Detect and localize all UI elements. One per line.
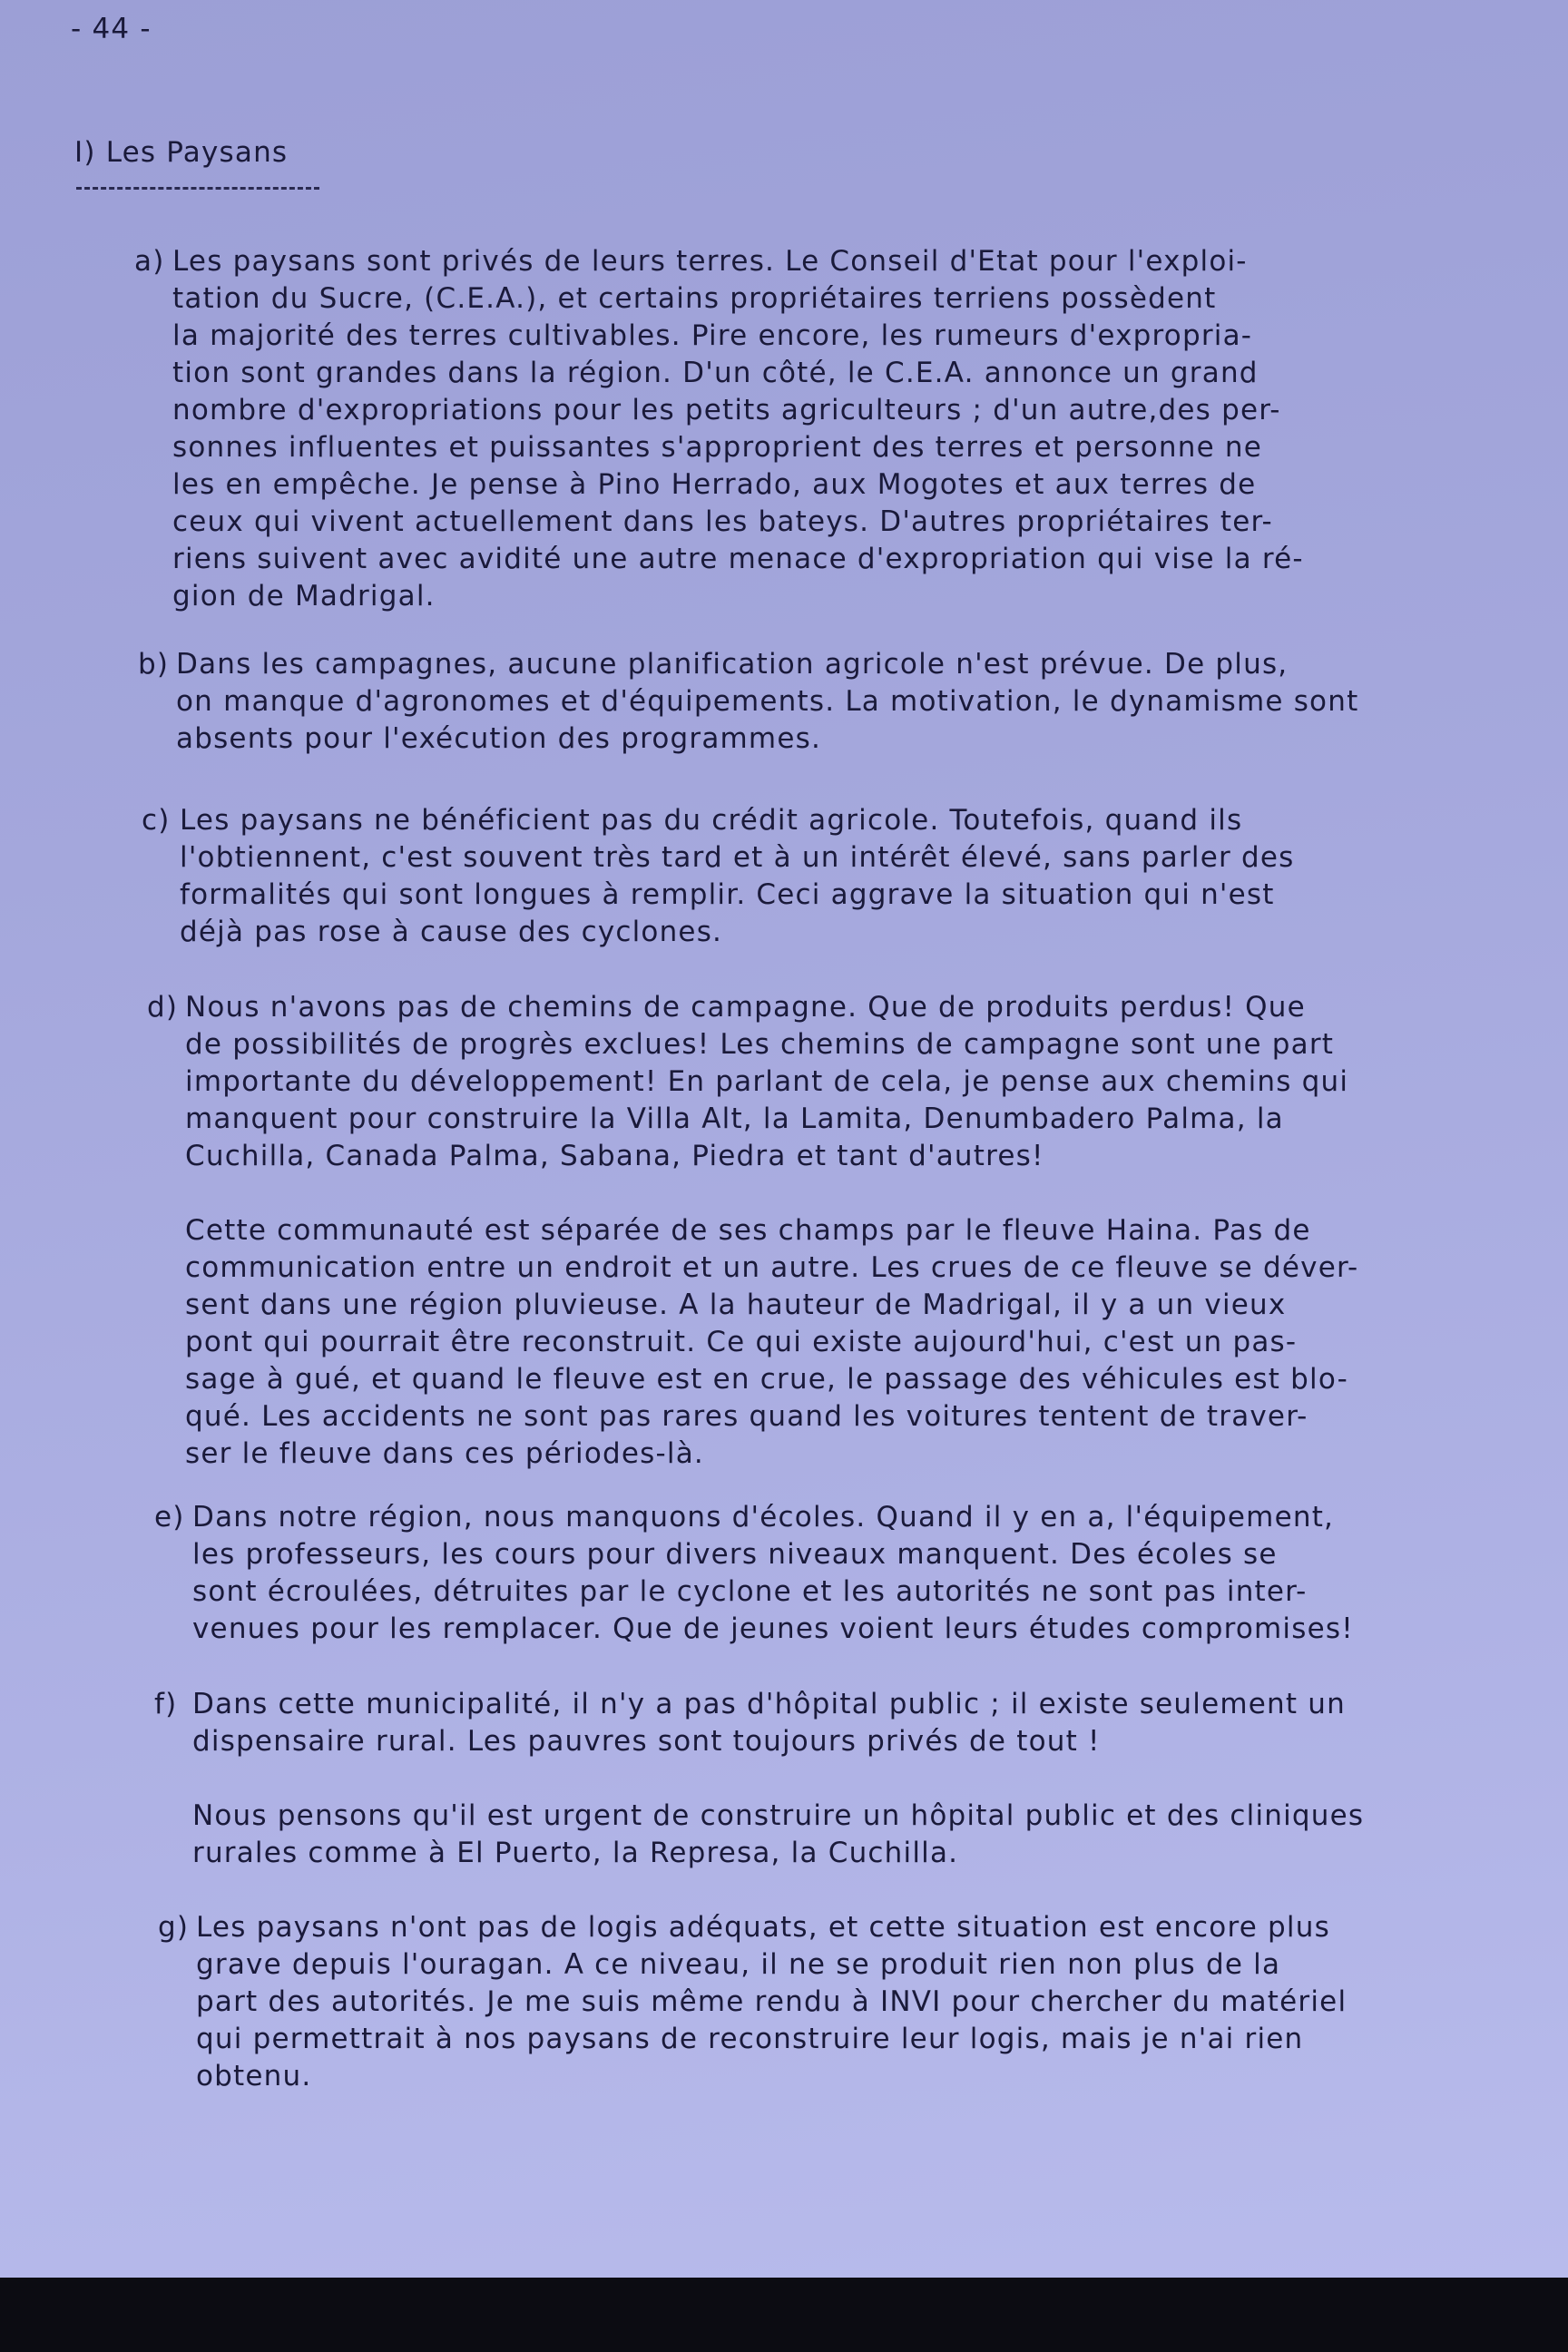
item-c	[142, 802, 1503, 951]
text-line: ceux qui vivent actuellement dans les bateys. D'autres propriétaires ter-	[172, 505, 1273, 538]
text-line: venues pour les remplacer. Que de jeunes voient leurs études compromises!	[192, 1612, 1354, 1645]
text-line: Les paysans ne bénéficient pas du crédit agricole. Toutefois, quand ils	[180, 804, 1243, 837]
item-marker: b)	[138, 648, 170, 681]
text-line: Cette communauté est séparée de ses champs par le fleuve Haina. Pas de	[185, 1214, 1311, 1247]
text-line: communication entre un endroit et un autre. Les crues de ce fleuve se déver-	[185, 1251, 1359, 1284]
text-line: déjà pas rose à cause des cyclones.	[180, 916, 723, 948]
text-line: l'obtiennent, c'est souvent très tard et à un intérêt élevé, sans parler des	[180, 841, 1295, 874]
item-body	[196, 1909, 1519, 2095]
text-line: Dans cette municipalité, il n'y a pas d'hôpital public ; il existe seulement un	[192, 1688, 1346, 1720]
text-line: sonnes influentes et puissantes s'approprient des terres et personne ne	[172, 431, 1263, 464]
text-line: qui permettrait à nos paysans de reconstruire leur logis, mais je n'ai rien	[196, 2023, 1304, 2055]
text-line: riens suivent avec avidité une autre menace d'expropriation qui vise la ré-	[172, 543, 1304, 575]
item-a	[134, 243, 1495, 615]
text-line: dispensaire rural. Les pauvres sont toujours privés de tout !	[192, 1725, 1101, 1758]
text-line: les professeurs, les cours pour divers niveaux manquent. Des écoles se	[192, 1538, 1278, 1571]
item-d	[147, 989, 1508, 1473]
item-paragraph	[180, 802, 1503, 951]
text-line: la majorité des terres cultivables. Pire encore, les rumeurs d'expropria-	[172, 319, 1253, 352]
item-f	[154, 1686, 1515, 1872]
section-title-underline	[76, 187, 319, 190]
text-line: ser le fleuve dans ces périodes-là.	[185, 1437, 704, 1470]
text-line: de possibilités de progrès exclues! Les chemins de campagne sont une part	[185, 1028, 1335, 1061]
text-line: Dans les campagnes, aucune planification agricole n'est prévue. De plus,	[176, 648, 1289, 681]
item-paragraph	[176, 646, 1499, 758]
item-e	[154, 1499, 1515, 1648]
text-line: on manque d'agronomes et d'équipements. La motivation, le dynamisme sont	[176, 685, 1359, 718]
text-line: Nous pensons qu'il est urgent de construire un hôpital public et des cliniques	[192, 1799, 1365, 1832]
item-marker: f)	[154, 1688, 178, 1720]
text-line: Les paysans sont privés de leurs terres. Le Conseil d'Etat pour l'exploi-	[172, 245, 1248, 278]
item-marker: g)	[158, 1911, 190, 1944]
text-line: grave depuis l'ouragan. A ce niveau, il ne se produit rien non plus de la	[196, 1948, 1281, 1981]
item-body	[185, 989, 1508, 1473]
text-line: Dans notre région, nous manquons d'écoles. Quand il y en a, l'équipement,	[192, 1501, 1335, 1534]
text-line: gion de Madrigal.	[172, 580, 436, 612]
text-line: sage à gué, et quand le fleuve est en crue, le passage des véhicules est blo-	[185, 1363, 1348, 1396]
item-body	[176, 646, 1499, 758]
item-body	[172, 243, 1495, 615]
item-marker: c)	[142, 804, 171, 837]
text-line: formalités qui sont longues à remplir. Ceci aggrave la situation qui n'est	[180, 878, 1275, 911]
item-g	[158, 1909, 1519, 2095]
item-paragraph	[192, 1499, 1515, 1648]
item-paragraph	[192, 1686, 1515, 1760]
text-line: absents pour l'exécution des programmes.	[176, 722, 822, 755]
item-paragraph	[196, 1909, 1519, 2095]
text-line: Nous n'avons pas de chemins de campagne. Que de produits perdus! Que	[185, 991, 1306, 1024]
text-line: qué. Les accidents ne sont pas rares quand les voitures tentent de traver-	[185, 1400, 1308, 1433]
text-line: tion sont grandes dans la région. D'un côté, le C.E.A. annonce un grand	[172, 357, 1259, 389]
text-line: sent dans une région pluvieuse. A la hauteur de Madrigal, il y a un vieux	[185, 1289, 1287, 1321]
item-paragraph	[172, 243, 1495, 615]
section-title: I) Les Paysans	[74, 136, 289, 169]
text-line: importante du développement! En parlant de cela, je pense aux chemins qui	[185, 1065, 1349, 1098]
item-marker: a)	[134, 245, 165, 278]
item-paragraph	[185, 989, 1508, 1175]
text-line: Les paysans n'ont pas de logis adéquats, et cette situation est encore plus	[196, 1911, 1330, 1944]
text-line: Cuchilla, Canada Palma, Sabana, Piedra et tant d'autres!	[185, 1140, 1044, 1172]
item-marker: e)	[154, 1501, 185, 1534]
item-paragraph	[192, 1798, 1515, 1872]
text-line: sont écroulées, détruites par le cyclone et les autorités ne sont pas inter-	[192, 1575, 1308, 1608]
page-number: - 44 -	[71, 13, 152, 45]
item-body	[180, 802, 1503, 951]
text-line: tation du Sucre, (C.E.A.), et certains propriétaires terriens possèdent	[172, 282, 1217, 315]
text-line: rurales comme à El Puerto, la Represa, la Cuchilla.	[192, 1837, 959, 1869]
item-paragraph	[185, 1212, 1508, 1473]
item-body	[192, 1499, 1515, 1648]
item-b	[138, 646, 1499, 758]
text-line: pont qui pourrait être reconstruit. Ce qui existe aujourd'hui, c'est un pas-	[185, 1326, 1298, 1358]
text-line: part des autorités. Je me suis même rendu à INVI pour chercher du matériel	[196, 1985, 1348, 2018]
text-line: les en empêche. Je pense à Pino Herrado, aux Mogotes et aux terres de	[172, 468, 1257, 501]
item-body	[192, 1686, 1515, 1872]
bottom-edge-shadow	[0, 2278, 1568, 2352]
text-line: nombre d'expropriations pour les petits agriculteurs ; d'un autre,des per-	[172, 394, 1281, 426]
text-line: manquent pour construire la Villa Alt, la Lamita, Denumbadero Palma, la	[185, 1102, 1284, 1135]
text-line: obtenu.	[196, 2060, 312, 2092]
item-marker: d)	[147, 991, 179, 1024]
